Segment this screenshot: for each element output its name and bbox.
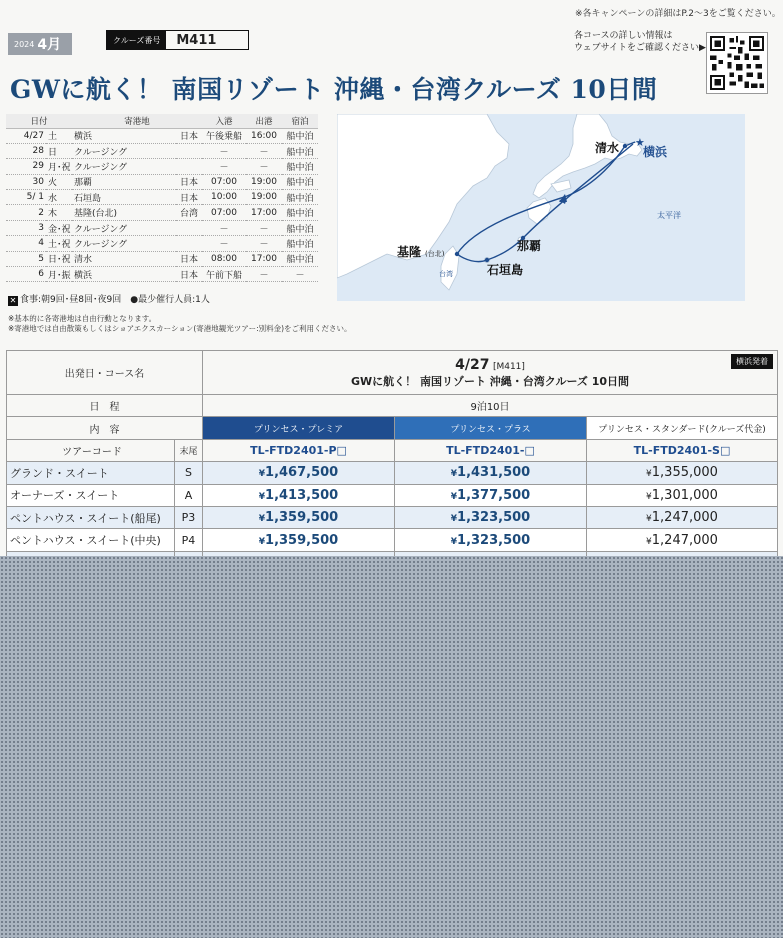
itinerary-date: 29 [6, 159, 46, 174]
meals-info [8, 292, 210, 306]
itinerary-stay: 船中泊 [282, 236, 318, 251]
itinerary-date: 5 [6, 251, 46, 266]
redacted-area [0, 556, 783, 938]
itinerary-arrive: 午後乗船 [202, 128, 246, 143]
price-table-wrap [6, 350, 778, 574]
itinerary-weekday: 日･祝 [46, 251, 72, 266]
itinerary-arrive: 午前下船 [202, 267, 246, 282]
itinerary-row [6, 143, 318, 158]
price-premier [203, 484, 395, 506]
cabin-name: ペントハウス・スイート(船尾) [7, 506, 175, 528]
itinerary-row [6, 128, 318, 143]
itinerary-date: 30 [6, 174, 46, 189]
itinerary-date: 3 [6, 220, 46, 235]
itinerary-date: 4 [6, 236, 46, 251]
campaign-note: ※各キャンペーンの詳細はP.2～3をご覧ください。 [575, 9, 781, 19]
itinerary-row [6, 220, 318, 235]
itinerary-depart: 16:00 [246, 128, 282, 143]
itinerary-country [176, 159, 202, 174]
price-plus-value: 1,323,500 [457, 532, 531, 548]
itinerary-row [6, 251, 318, 266]
price-premier [203, 506, 395, 528]
price-plus-value: 1,323,500 [457, 510, 531, 526]
cabin-name: グランド・スイート [7, 462, 175, 484]
itinerary-port: 清水 [72, 251, 176, 266]
itinerary-country [176, 236, 202, 251]
page-title: GWに航く！ 南国リゾート 沖縄・台湾クルーズ 10日間 [10, 75, 658, 104]
itinerary-stay: 船中泊 [282, 190, 318, 205]
itinerary-arrive: － [202, 159, 246, 174]
web-info-note [574, 30, 706, 54]
price-row [7, 462, 778, 484]
yen-sign: ¥ [450, 491, 458, 502]
itinerary-date: 2 [6, 205, 46, 220]
price-plus [395, 529, 587, 551]
itinerary-row [6, 174, 318, 189]
itinerary-depart: － [246, 143, 282, 158]
cruise-number-box [106, 30, 249, 50]
itinerary-weekday: 日 [46, 143, 72, 158]
itinerary-country: 日本 [176, 267, 202, 282]
cabin-suffix: P4 [175, 529, 203, 551]
itinerary-depart: － [246, 220, 282, 235]
itinerary-port: 横浜 [72, 128, 176, 143]
itinerary-depart: 19:00 [246, 190, 282, 205]
label-schedule: 日 程 [7, 395, 203, 417]
itinerary-country: 日本 [176, 251, 202, 266]
itinerary-weekday: 水 [46, 190, 72, 205]
itinerary-arrive: 07:00 [202, 174, 246, 189]
yen-sign: ¥ [258, 514, 266, 525]
itinerary-weekday: 月･祝 [46, 159, 72, 174]
port-dot-shimizu [623, 144, 627, 148]
itinerary-header-stay: 宿泊 [282, 114, 318, 128]
label-course: 出発日・コース名 [7, 351, 203, 395]
yen-sign: ¥ [450, 536, 458, 547]
price-plus [395, 462, 587, 484]
year-label: 2024 [14, 39, 35, 49]
yen-sign: ¥ [646, 469, 652, 480]
course-code: [M411] [492, 361, 525, 372]
star-icon: ★ [635, 136, 645, 149]
map-label-pacific: 太平洋 [657, 211, 681, 220]
itinerary-stay: 船中泊 [282, 205, 318, 220]
cabin-name: ペントハウス・スイート(中央) [7, 529, 175, 551]
price-plus-value: 1,431,500 [457, 465, 531, 481]
yen-sign: ¥ [258, 491, 266, 502]
course-date: 4/27 [455, 356, 490, 373]
itinerary-notes [8, 314, 352, 334]
price-row [7, 529, 778, 551]
itinerary-arrive: 07:00 [202, 205, 246, 220]
itinerary-arrive: － [202, 220, 246, 235]
course-name: GWに航く！ 南国リゾート 沖縄・台湾クルーズ 10日間 [350, 374, 630, 388]
itinerary-weekday: 土･祝 [46, 236, 72, 251]
yen-sign: ¥ [646, 536, 652, 547]
map-label-ishigaki: 石垣島 [487, 263, 524, 277]
itinerary-row [6, 236, 318, 251]
price-row [7, 484, 778, 506]
map-label-keelung: 基隆 [397, 245, 422, 259]
price-plus [395, 484, 587, 506]
price-premier-value: 1,413,500 [265, 487, 339, 503]
itinerary-arrive: － [202, 236, 246, 251]
tour-code-plus: TL-FTD2401-□ [395, 439, 587, 461]
itinerary-arrive: 10:00 [202, 190, 246, 205]
tour-code-standard: TL-FTD2401-S□ [587, 439, 778, 461]
map-label-taiwan: 台湾 [439, 270, 453, 278]
itinerary-header-arrive: 入港 [202, 114, 246, 128]
price-standard-value: 1,355,000 [651, 465, 718, 481]
cabin-name: オーナーズ・スイート [7, 484, 175, 506]
itinerary-header-depart: 出港 [246, 114, 282, 128]
itinerary-depart: － [246, 267, 282, 282]
price-row [7, 506, 778, 528]
plan-premier: プリンセス・プレミア [203, 417, 395, 439]
yen-sign: ¥ [450, 469, 458, 480]
route-map [337, 114, 745, 301]
price-standard [587, 529, 778, 551]
itinerary-weekday: 土 [46, 128, 72, 143]
itinerary-stay: 船中泊 [282, 143, 318, 158]
cruise-number-value: M411 [176, 32, 217, 48]
cabin-suffix: S [175, 462, 203, 484]
plan-standard: プリンセス・スタンダード(クルーズ代金) [587, 417, 778, 439]
map-label-yokohama: 横浜 [643, 145, 668, 159]
departure-badge: 横浜発着 [731, 354, 773, 369]
itinerary-header-port: 寄港地 [72, 114, 202, 128]
label-suffix: 末尾 [175, 439, 203, 461]
itinerary-arrive: － [202, 143, 246, 158]
web-info-line-2[interactable]: ウェブサイトをご確認ください▶ [574, 43, 706, 53]
price-standard-value: 1,301,000 [651, 487, 718, 503]
meals-text: 食事:朝9回･昼8回･夜9回 ●最少催行人員:1人 [20, 295, 210, 305]
itinerary-country [176, 143, 202, 158]
price-premier-value: 1,359,500 [265, 510, 339, 526]
price-premier-value: 1,359,500 [265, 532, 339, 548]
itinerary-row [6, 190, 318, 205]
itinerary-date: 4/27 [6, 128, 46, 143]
yen-sign: ¥ [258, 536, 266, 547]
tour-code-premier: TL-FTD2401-P□ [203, 439, 395, 461]
price-premier-value: 1,467,500 [265, 465, 339, 481]
itinerary-date: 5/ 1 [6, 190, 46, 205]
cruise-number-label: クルーズ番号 [107, 31, 166, 49]
yen-sign: ¥ [646, 514, 652, 525]
price-plus [395, 506, 587, 528]
itinerary-stay: － [282, 267, 318, 282]
itinerary-country: 日本 [176, 174, 202, 189]
itinerary-stay: 船中泊 [282, 128, 318, 143]
qr-code-icon[interactable] [706, 32, 768, 94]
price-table [6, 350, 778, 574]
itinerary-weekday: 木 [46, 205, 72, 220]
map-label-naha: 那覇 [517, 239, 542, 253]
price-standard [587, 506, 778, 528]
map-label-shimizu: 清水 [595, 141, 620, 155]
itinerary-port: クルージング [72, 220, 176, 235]
itinerary-depart: 17:00 [246, 251, 282, 266]
itinerary-weekday: 月･振 [46, 267, 72, 282]
course-header [203, 351, 778, 395]
itinerary-port: クルージング [72, 143, 176, 158]
itinerary-depart: － [246, 159, 282, 174]
itinerary-country: 日本 [176, 190, 202, 205]
itinerary-date: 6 [6, 267, 46, 282]
price-plus-value: 1,377,500 [457, 487, 531, 503]
itinerary-country [176, 220, 202, 235]
price-schedule-row [7, 395, 778, 417]
web-info-line-1: 各コースの詳しい情報は [574, 31, 673, 41]
label-tour-code: ツアーコード [7, 439, 175, 461]
itinerary-country: 日本 [176, 128, 202, 143]
itinerary-stay: 船中泊 [282, 159, 318, 174]
itinerary-port: 横浜 [72, 267, 176, 282]
price-standard [587, 484, 778, 506]
itinerary-weekday: 火 [46, 174, 72, 189]
itinerary-port: クルージング [72, 236, 176, 251]
itinerary-stay: 船中泊 [282, 220, 318, 235]
itinerary-weekday: 金･祝 [46, 220, 72, 235]
cabin-suffix: P3 [175, 506, 203, 528]
itinerary-port: 那覇 [72, 174, 176, 189]
plan-plus: プリンセス・プラス [395, 417, 587, 439]
price-header-course-row [7, 351, 778, 395]
yen-sign: ¥ [258, 469, 266, 480]
price-code-row [7, 439, 778, 461]
price-standard-value: 1,247,000 [651, 532, 718, 548]
price-plan-row [7, 417, 778, 439]
itinerary-depart: － [246, 236, 282, 251]
itinerary-row [6, 205, 318, 220]
yen-sign: ¥ [646, 491, 652, 502]
cabin-suffix: A [175, 484, 203, 506]
price-premier [203, 529, 395, 551]
yen-sign: ¥ [450, 514, 458, 525]
itinerary-depart: 19:00 [246, 174, 282, 189]
itinerary-stay: 船中泊 [282, 174, 318, 189]
month-label: 4月 [37, 37, 62, 53]
price-premier [203, 462, 395, 484]
itinerary-header-date: 日付 [6, 114, 72, 128]
port-dot-ishigaki [485, 258, 489, 262]
itinerary-country: 台湾 [176, 205, 202, 220]
note-line-1: ※基本的に各寄港地は自由行動となります。 [8, 314, 157, 323]
itinerary-stay: 船中泊 [282, 251, 318, 266]
itinerary-arrive: 08:00 [202, 251, 246, 266]
price-standard-value: 1,247,000 [651, 510, 718, 526]
map-label-keelung-sub: (台北) [425, 250, 445, 258]
label-content: 内 容 [7, 417, 203, 439]
itinerary-port: 基隆(台北) [72, 205, 176, 220]
itinerary-header-row [6, 114, 318, 128]
itinerary-depart: 17:00 [246, 205, 282, 220]
note-line-2: ※寄港地では自由散策もしくはショアエクスカーション(寄港地観光ツアー:別料金)をご利用ください。 [8, 324, 352, 333]
month-tag [8, 33, 72, 55]
itinerary-port: クルージング [72, 159, 176, 174]
schedule-value: 9泊10日 [203, 395, 778, 417]
itinerary-row [6, 159, 318, 174]
itinerary-port: 石垣島 [72, 190, 176, 205]
itinerary-date: 28 [6, 143, 46, 158]
port-dot-keelung [455, 252, 459, 256]
itinerary-table [6, 114, 318, 282]
fork-knife-icon: ✕ [9, 296, 17, 305]
itinerary-row [6, 267, 318, 282]
price-standard [587, 462, 778, 484]
